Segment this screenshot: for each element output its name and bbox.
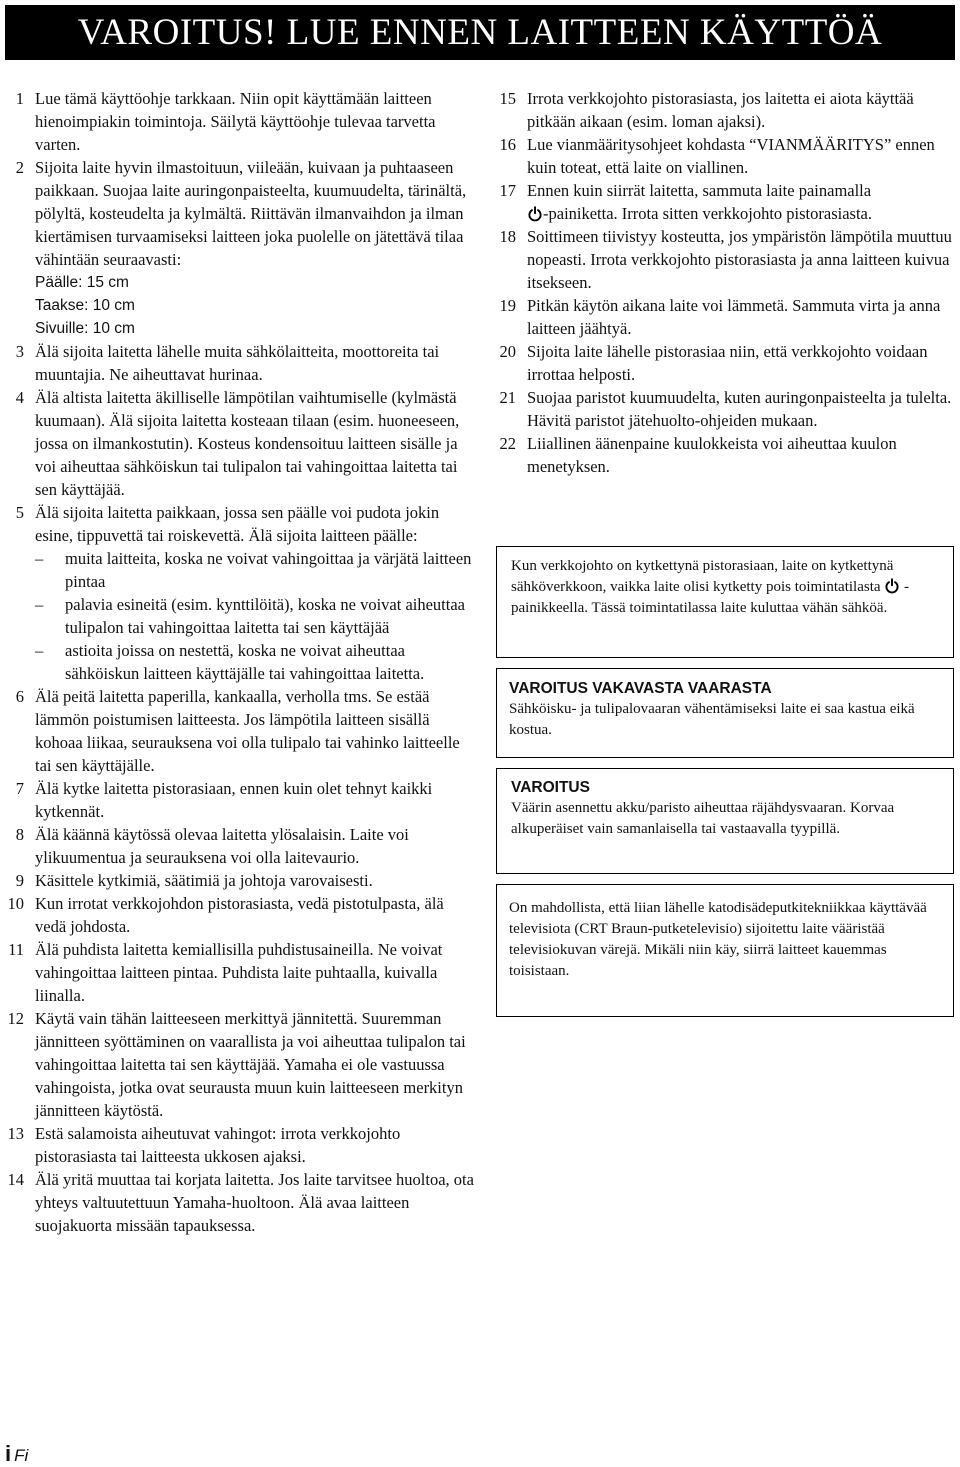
note-text: On mahdollista, että liian lähelle katodisädeputkitekniikkaa käyttävää televisiota (CRT Braun-putketelevisio) sijoitettu laite vääristää televisiokuvan värejä. Mikäli niin käy, siirrä laitteet kauemmas toisistaan.: [509, 900, 927, 979]
item-number: 17: [499, 181, 516, 200]
list-item: [494, 87, 954, 133]
list-item: [494, 294, 954, 340]
clearance-back: Taakse: 10 cm: [35, 297, 135, 314]
list-item: [6, 777, 476, 823]
list-item: [6, 386, 476, 501]
item-text: Älä sijoita laitetta paikkaan, jossa sen päälle voi pudota jokin esine, tippuvettä tai roiskevettä. Älä sijoita laitteen päälle:: [35, 503, 440, 545]
item-text: Lue tämä käyttöohje tarkkaan. Niin opit käyttämään laitteen hienoimpiakin toimintoja. Säilytä käyttöohje tulevaa tarvetta varten.: [35, 89, 436, 154]
item-number: 9: [15, 871, 24, 890]
list-item: [6, 823, 476, 869]
item-text: Suojaa paristot kuumuudelta, kuten auringonpaisteelta ja tulelta. Hävitä paristot jätehuolto-ohjeiden mukaan.: [527, 388, 952, 430]
clearance-top: Päälle: 15 cm: [35, 274, 129, 291]
list-item: [494, 133, 954, 179]
list-item: [494, 432, 954, 478]
right-column: [494, 87, 954, 478]
item-number: 18: [499, 227, 516, 246]
standby-note-box: [496, 546, 954, 658]
item-text: Sijoita laite lähelle pistorasiaa niin, että verkkojohto voidaan irrottaa helposti.: [527, 342, 928, 384]
item-text-part: Ennen kuin siirrät laitetta, sammuta laite painamalla: [527, 181, 872, 200]
item-text: Estä salamoista aiheutuvat vahingot: irrota verkkojohto pistorasiasta tai laitteesta ukkosen ajaksi.: [35, 1124, 401, 1166]
item-text: Käytä vain tähän laitteeseen merkittyä jännitettä. Suuremman jännitteen syöttäminen on vaarallista ja voi aiheuttaa tulipalon tai vahingoittaa laitetta tai sen käyttäjää. Yamaha ei ole vastuussa vahingoista, jotka ovat seurausta muun kuin laitteeseen merkityn jännitteen käytöstä.: [35, 1009, 466, 1120]
sub-list-item: [35, 639, 476, 685]
sub-item-text: astioita joissa on nestettä, koska ne voivat aiheuttaa sähköiskun laitteen käyttäjälle tai vahingoittaa laitetta.: [65, 641, 425, 683]
item-text: Pitkän käytön aikana laite voi lämmetä. Sammuta virta ja anna laitteen jäähtyä.: [527, 296, 941, 338]
item-number: 11: [8, 940, 24, 959]
clearance-sides: Sivuille: 10 cm: [35, 320, 135, 337]
list-item: [6, 1168, 476, 1237]
list-item: [494, 225, 954, 294]
item-number: 10: [7, 894, 24, 913]
battery-warning-box: [496, 768, 954, 874]
item-number: 20: [499, 342, 516, 361]
item-number: 4: [15, 388, 24, 407]
note-text: -painikkeella. Tässä toimintatilassa laite kuluttaa vähän sähköä.: [511, 579, 910, 616]
list-item: [494, 179, 954, 225]
list-item: [6, 501, 476, 685]
item-text: Lue vianmääritysohjeet kohdasta “VIANMÄÄRITYS” ennen kuin toteat, että laite on viallinen.: [527, 135, 935, 177]
language-code: Fi: [14, 1446, 29, 1465]
dash-bullet: –: [35, 549, 44, 568]
item-text: Sijoita laite hyvin ilmastoituun, viileään, kuivaan ja puhtaaseen paikkaan. Suojaa laite auringonpaisteelta, kuumuudelta, tärinältä, pölyltä, kosteudelta ja kylmältä. Riittävän ilmanvaihdon ja ilman kiertämisen turvaamiseksi laitteen joka puolelle on jätettävä tilaa vähintään seuraavasti:: [35, 158, 467, 269]
item-text-part: -painiketta. Irrota sitten verkkojohto pistorasiasta.: [543, 204, 872, 223]
list-item: [6, 1007, 476, 1122]
dash-bullet: –: [35, 595, 44, 614]
item-text: Liiallinen äänenpaine kuulokkeista voi aiheuttaa kuulon menetyksen.: [527, 434, 897, 476]
item-text: [527, 179, 954, 225]
item-number: 14: [7, 1170, 24, 1189]
item-text: Älä puhdista laitetta kemiallisilla puhdistusaineilla. Ne voivat vahingoittaa laitteen pintaa. Puhdista laite puhtaalla, kuivalla liinalla.: [35, 940, 443, 1005]
item-text: Älä sijoita laitetta lähelle muita sähkölaitteita, moottoreita tai muuntajia. Ne aiheuttavat hurinaa.: [35, 342, 440, 384]
page-title: VAROITUS! LUE ENNEN LAITTEEN KÄYTTÖÄ: [5, 5, 955, 60]
item-text: Soittimeen tiivistyy kosteutta, jos ympäristön lämpötila muuttuu nopeasti. Irrota verkkojohto pistorasiasta ja anna laitteen kuivua itsekseen.: [527, 227, 952, 292]
note-text: Kun verkkojohto on kytkettynä pistorasiaan, laite on kytkettynä sähköverkkoon, vaikka laite olisi kytketty pois toimintatilasta: [511, 558, 894, 595]
list-item: [6, 938, 476, 1007]
list-item: [6, 685, 476, 777]
item-number: 5: [15, 503, 24, 522]
sub-list-item: [35, 547, 476, 593]
item-text: Älä yritä muuttaa tai korjata laitetta. Jos laite tarvitsee huoltoa, ota yhteys valtuutettuun Yamaha-huoltoon. Älä avaa laitteen suojakuorta missään tapauksessa.: [35, 1170, 474, 1235]
item-text: Älä peitä laitetta paperilla, kankaalla, verholla tms. Se estää lämmön poistumisen laitteesta. Jos lämpötila laitteen sisällä kohoaa liikaa, seurauksena voi olla tulipalo tai vahinko laitteelle tai sen käyttäjälle.: [35, 687, 460, 775]
item-number: 15: [499, 89, 516, 108]
list-item: [6, 340, 476, 386]
warning-text: Sähköisku- ja tulipalovaaran vähentämiseksi laite ei saa kastua eikä kostua.: [509, 701, 915, 738]
item-number: 13: [7, 1124, 24, 1143]
item-number: 19: [499, 296, 516, 315]
list-item: [494, 386, 954, 432]
item-number: 22: [499, 434, 516, 453]
dash-bullet: –: [35, 641, 44, 660]
power-icon: [884, 578, 900, 594]
item-text: Älä kytke laitetta pistorasiaan, ennen kuin olet tehnyt kaikki kytkennät.: [35, 779, 433, 821]
list-item: [6, 87, 476, 156]
sub-item-text: muita laitteita, koska ne voivat vahingoittaa ja värjätä laitteen pintaa: [65, 549, 472, 591]
list-item: [6, 1122, 476, 1168]
item-number: 6: [15, 687, 24, 706]
list-item: [6, 156, 476, 340]
warning-heading: VAROITUS: [511, 779, 590, 796]
power-icon: [527, 206, 543, 222]
serious-warning-box: [496, 668, 954, 758]
item-text: Käsittele kytkimiä, säätimiä ja johtoja varovaisesti.: [35, 871, 373, 890]
page-footer: [5, 1441, 28, 1467]
item-number: 1: [15, 89, 24, 108]
list-item: [6, 869, 476, 892]
warning-text: Väärin asennettu akku/paristo aiheuttaa räjähdysvaaran. Korvaa alkuperäiset vain samanlaisella tai vastaavalla tyypillä.: [511, 800, 895, 837]
item-number: 21: [499, 388, 516, 407]
item-number: 7: [15, 779, 24, 798]
item-text: Kun irrotat verkkojohdon pistorasiasta, vedä pistotulpasta, älä vedä johdosta.: [35, 894, 444, 936]
item-text: Älä käännä käytössä olevaa laitetta ylösalaisin. Laite voi ylikuumentua ja seurauksena voi olla laitevaurio.: [35, 825, 409, 867]
item-number: 8: [15, 825, 24, 844]
item-number: 3: [15, 342, 24, 361]
item-number: 12: [7, 1009, 24, 1028]
sub-item-text: palavia esineitä (esim. kynttilöitä), koska ne voivat aiheuttaa tulipalon tai vahingoittaa laitetta tai sen käyttäjää: [65, 595, 465, 637]
left-column: [6, 87, 476, 1237]
item-text: Älä altista laitetta äkilliselle lämpötilan vaihtumiselle (kylmästä kuumaan). Älä sijoita laitetta kosteaan tilaan (esim. huoneeseen, jossa on ilmankostutin). Kosteus kondensoituu laitteen sisälle ja voi aiheuttaa sähköiskun tai tulipalon tai vahingoittaa laitetta tai sen käyttäjää.: [35, 388, 460, 499]
warning-heading: VAROITUS VAKAVASTA VAARASTA: [509, 680, 772, 697]
list-item: [6, 892, 476, 938]
item-text: Irrota verkkojohto pistorasiasta, jos laitetta ei aiota käyttää pitkään aikaan (esim. loman ajaksi).: [527, 89, 914, 131]
page-number: i: [5, 1441, 12, 1466]
crt-note-box: [496, 884, 954, 1017]
item-number: 2: [15, 158, 24, 177]
item-number: 16: [499, 135, 516, 154]
sub-list-item: [35, 593, 476, 639]
list-item: [494, 340, 954, 386]
